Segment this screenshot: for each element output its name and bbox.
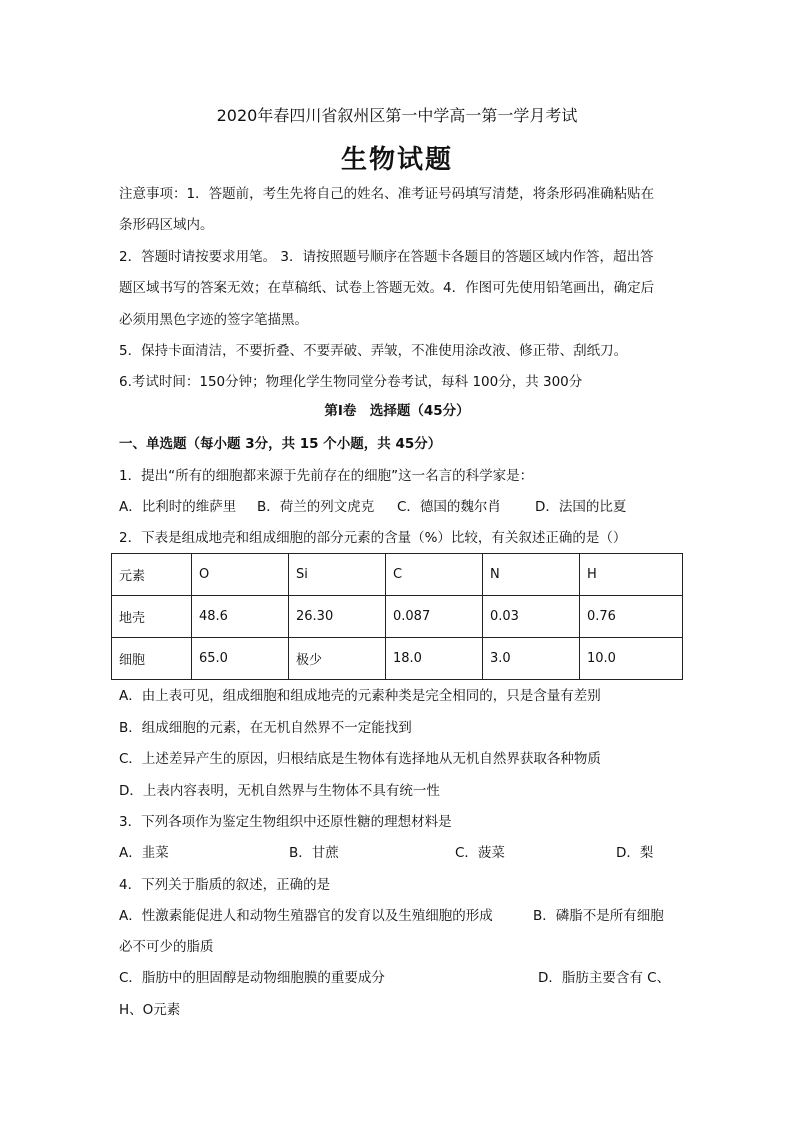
q2-option-d: D．上表内容表明，无机自然界与生物体不具有统一性 (119, 783, 440, 799)
table-cell: Si (289, 554, 386, 596)
q4-option-a: A．性激素能促进人和动物生殖器官的发育以及生殖细胞的形成 (119, 908, 493, 924)
note-2-line-3: 必须用黑色字迹的签字笔描黑。 (119, 312, 308, 328)
table-cell: 26.30 (289, 596, 386, 638)
table-cell: 48.6 (192, 596, 289, 638)
table-cell: 0.03 (483, 596, 580, 638)
section-title: 第Ⅰ卷 选择题（45分） (324, 403, 470, 419)
q2-stem: 2．下表是组成地壳和组成细胞的部分元素的含量（%）比较，有关叙述正确的是（） (119, 530, 627, 546)
q3-option-c: C．菠菜 (455, 845, 505, 861)
q4-option-b-continued: 必不可少的脂质 (119, 939, 214, 955)
q1-stem: 1．提出“所有的细胞都来源于先前存在的细胞”这一名言的科学家是： (119, 468, 534, 484)
table-cell: N (483, 554, 580, 596)
note-1-line-1: 注意事项：1．答题前，考生先将自己的姓名、准考证号码填写清楚，将条形码准确粘贴在 (119, 186, 655, 202)
q3-option-d: D．梨 (616, 845, 654, 861)
part-title: 一、单选题（每小题 3分，共 15 个小题，共 45分） (119, 436, 442, 452)
q1-option-c: C．德国的魏尔肖 (397, 499, 501, 515)
table-cell: 0.76 (580, 596, 683, 638)
table-cell: 3.0 (483, 638, 580, 680)
q4-option-b: B．磷脂不是所有细胞 (533, 908, 664, 924)
note-2-line-2: 题区域书写的答案无效；在草稿纸、试卷上答题无效。4．作图可先使用铅笔画出，确定后 (119, 280, 655, 296)
q2-option-b: B．组成细胞的元素，在无机自然界不一定能找到 (119, 720, 412, 736)
note-6: 6.考试时间：150分钟；物理化学生物同堂分卷考试，每科 100分，共 300分 (119, 374, 583, 390)
table-cell: 10.0 (580, 638, 683, 680)
subject-title: 生物试题 (340, 145, 453, 175)
note-5: 5．保持卡面清洁，不要折叠、不要弄破、弄皱，不准使用涂改液、修正带、刮纸刀。 (119, 343, 628, 359)
table-cell: 极少 (289, 638, 386, 680)
q1-option-a: A．比利时的维萨里 (119, 499, 237, 515)
table-cell: 地壳 (112, 596, 192, 638)
table-cell: 18.0 (386, 638, 483, 680)
q2-option-c: C．上述差异产生的原因，归根结底是生物体有选择地从无机自然界获取各种物质 (119, 751, 601, 767)
q1-option-d: D．法国的比夏 (535, 499, 627, 515)
table-cell: 细胞 (112, 638, 192, 680)
q3-option-a: A．韭菜 (119, 845, 169, 861)
table-cell: C (386, 554, 483, 596)
table-cell: 元素 (112, 554, 192, 596)
q2-option-a: A．由上表可见，组成细胞和组成地壳的元素种类是完全相同的，只是含量有差别 (119, 688, 601, 704)
table-row (112, 638, 683, 680)
table-cell: O (192, 554, 289, 596)
table-row (112, 596, 683, 638)
q4-option-d: D．脂肪主要含有 C、 (538, 970, 671, 986)
table-cell: H (580, 554, 683, 596)
element-content-table (111, 553, 683, 680)
q3-stem: 3．下列各项作为鉴定生物组织中还原性糖的理想材料是 (119, 814, 452, 830)
q4-option-c: C．脂肪中的胆固醇是动物细胞膜的重要成分 (119, 970, 385, 986)
q3-option-b: B．甘蔗 (289, 845, 339, 861)
note-1-line-2: 条形码区域内。 (119, 217, 214, 233)
q1-option-b: B．荷兰的列文虎克 (257, 499, 375, 515)
q4-option-d-continued: H、O元素 (119, 1002, 181, 1018)
table-cell: 65.0 (192, 638, 289, 680)
q4-stem: 4．下列关于脂质的叙述，正确的是 (119, 877, 331, 893)
note-2-line-1: 2．答题时请按要求用笔。 3．请按照题号顺序在答题卡各题目的答题区域内作答，超出答 (119, 249, 654, 265)
table-header-row (112, 554, 683, 596)
exam-title: 2020年春四川省叙州区第一中学高一第一学月考试 (216, 106, 578, 125)
table-cell: 0.087 (386, 596, 483, 638)
